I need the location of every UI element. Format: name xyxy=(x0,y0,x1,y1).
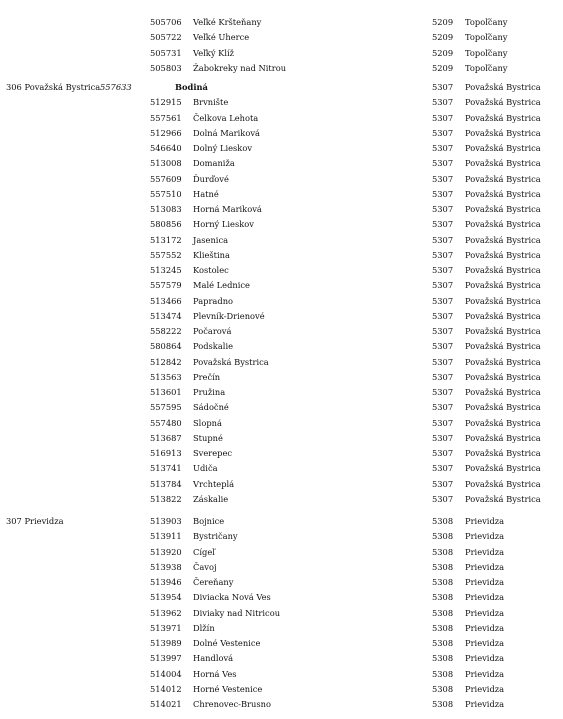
district-name: Prievidza xyxy=(465,699,505,709)
municipality-name: Veľké Kršteňany xyxy=(193,17,262,27)
district-code: 5307 xyxy=(432,280,454,291)
table-row xyxy=(0,371,563,386)
municipality-code: 505803 xyxy=(150,62,182,73)
district-code: 5209 xyxy=(432,17,454,27)
municipality-name: Malé Lednice xyxy=(193,280,250,291)
municipality-name: Záskalie xyxy=(193,493,229,504)
district-code: 5308 xyxy=(432,683,454,694)
municipality-name: Vrchteplá xyxy=(193,478,235,489)
table-row xyxy=(0,356,563,371)
district-name: Považská Bystrica xyxy=(465,463,541,474)
district-code: 5308 xyxy=(432,668,454,679)
district-code: 5307 xyxy=(432,371,454,382)
district-name: Považská Bystrica xyxy=(465,478,541,489)
district-code: 5307 xyxy=(432,326,454,336)
district-name: Prievidza xyxy=(465,622,505,633)
municipality-code: 513784 xyxy=(150,478,182,489)
municipality-code: 512966 xyxy=(150,127,182,138)
district-code: 5307 xyxy=(432,143,454,153)
district-code: 5307 xyxy=(432,97,454,108)
table-row xyxy=(0,447,563,462)
table-row xyxy=(0,576,563,591)
table-row xyxy=(0,62,563,77)
district-name: Považská Bystrica xyxy=(465,432,541,443)
table-row xyxy=(0,188,563,203)
district-header-row xyxy=(0,81,563,96)
table-row xyxy=(0,607,563,622)
district-name: Považská Bystrica xyxy=(465,82,541,92)
district-name: Považská Bystrica xyxy=(465,219,541,230)
district-code: 5308 xyxy=(432,653,454,664)
municipality-code: 505731 xyxy=(150,47,182,58)
district-code: 5307 xyxy=(432,493,454,504)
district-name: Považská Bystrica xyxy=(465,280,541,291)
municipality-code: 580864 xyxy=(150,341,182,352)
district-code: 5307 xyxy=(432,219,454,230)
municipality-code: 513971 xyxy=(150,622,182,633)
table-row xyxy=(0,157,563,172)
district-code: 5308 xyxy=(432,546,454,557)
table-row xyxy=(0,234,563,249)
table-row xyxy=(0,637,563,652)
table-row xyxy=(0,530,563,545)
table-row xyxy=(0,561,563,576)
district-code: 5307 xyxy=(432,341,454,352)
municipality-name: Veľké Uherce xyxy=(193,32,250,43)
municipality-name: Domaniža xyxy=(193,158,235,169)
municipality-code: 513172 xyxy=(150,234,182,245)
district-name: Považská Bystrica xyxy=(465,310,541,321)
district-name: Považská Bystrica xyxy=(465,143,541,153)
district-code: 5307 xyxy=(432,417,454,428)
table-row xyxy=(0,417,563,432)
table-row xyxy=(0,591,563,606)
district-name: Prievidza xyxy=(465,516,505,526)
municipality-name: Považská Bystrica xyxy=(193,356,269,367)
municipality-name: Ďurďové xyxy=(193,173,229,184)
municipality-code: 514012 xyxy=(150,683,182,694)
municipality-name: Handlová xyxy=(193,653,234,664)
table-row xyxy=(0,112,563,127)
municipality-code: 513903 xyxy=(150,516,182,526)
table-row xyxy=(0,96,563,111)
table-row xyxy=(0,279,563,294)
district-code: 5307 xyxy=(432,173,454,184)
municipality-code: 580856 xyxy=(150,219,182,230)
table-row xyxy=(0,478,563,493)
district-code: 5307 xyxy=(432,82,454,92)
district-code: 5307 xyxy=(432,448,454,458)
municipality-name: Chrenovec-Brusno xyxy=(193,699,271,709)
table-row xyxy=(0,493,563,508)
district-code: 5307 xyxy=(432,387,454,397)
municipality-code: 557595 xyxy=(150,402,182,413)
table-row xyxy=(0,546,563,561)
municipality-code: 513687 xyxy=(150,432,182,443)
table-row xyxy=(0,698,563,713)
municipality-name: Počarová xyxy=(193,326,232,336)
municipality-name: Plevník-Drienové xyxy=(193,310,265,321)
district-code: 5307 xyxy=(432,310,454,321)
municipality-code: 513989 xyxy=(150,638,182,648)
district-name: Topoľčany xyxy=(465,17,508,27)
municipality-code: 557579 xyxy=(150,280,182,291)
municipality-code: 513938 xyxy=(150,561,182,572)
municipality-code: 505706 xyxy=(150,17,182,27)
table-row xyxy=(0,652,563,667)
municipality-name: Prečín xyxy=(193,371,221,382)
district-code: 5307 xyxy=(432,188,454,199)
municipality-code: 514021 xyxy=(150,699,182,709)
district-name: Prievidza xyxy=(465,561,505,572)
district-name: Prievidza xyxy=(465,531,505,542)
table-row xyxy=(0,47,563,62)
municipality-name: Horná Mariková xyxy=(193,204,262,214)
district-code: 5308 xyxy=(432,531,454,542)
municipality-name: Hatné xyxy=(193,188,219,199)
municipality-name: Horná Ves xyxy=(193,668,237,679)
district-code: 5308 xyxy=(432,607,454,618)
municipality-name: Horné Vestenice xyxy=(193,683,263,694)
district-name: Prievidza xyxy=(465,577,505,587)
district-code: 5209 xyxy=(432,32,454,43)
district-code: 5307 xyxy=(432,112,454,123)
municipality-name: Klieština xyxy=(193,249,230,260)
district-name: Považská Bystrica xyxy=(465,249,541,260)
district-name: Topoľčany xyxy=(465,32,508,43)
municipality-code: 513474 xyxy=(150,310,182,321)
municipality-code: 557609 xyxy=(150,173,182,184)
district-code: 5308 xyxy=(432,592,454,603)
district-code: 5308 xyxy=(432,622,454,633)
municipality-code: 546640 xyxy=(150,143,182,153)
municipality-code: 557633 xyxy=(100,82,132,92)
municipality-name: Slopná xyxy=(193,417,222,428)
municipality-name: Brvnište xyxy=(193,97,229,108)
table-row xyxy=(0,295,563,310)
municipality-name: Dolná Mariková xyxy=(193,127,260,138)
district-code: 5209 xyxy=(432,47,454,58)
district-label: 306 Považská Bystrica xyxy=(6,82,101,92)
district-name: Prievidza xyxy=(465,683,505,694)
municipality-code: 513083 xyxy=(150,204,182,214)
district-name: Považská Bystrica xyxy=(465,371,541,382)
table-row xyxy=(0,515,563,530)
municipality-name: Kostolec xyxy=(193,265,229,275)
table-row xyxy=(0,310,563,325)
district-name: Považská Bystrica xyxy=(465,295,541,306)
district-code: 5308 xyxy=(432,516,454,526)
municipality-name: Bodiná xyxy=(175,82,208,92)
district-code: 5307 xyxy=(432,402,454,413)
district-name: Považská Bystrica xyxy=(465,112,541,123)
district-name: Považská Bystrica xyxy=(465,402,541,413)
municipality-code: 513911 xyxy=(150,531,182,542)
table-row xyxy=(0,668,563,683)
municipality-code: 513822 xyxy=(150,493,182,504)
table-row xyxy=(0,401,563,416)
district-name: Považská Bystrica xyxy=(465,127,541,138)
municipality-code: 513962 xyxy=(150,607,182,618)
district-label: 307 Prievidza xyxy=(6,516,64,526)
municipality-code: 557561 xyxy=(150,112,182,123)
municipality-code: 505722 xyxy=(150,32,182,43)
municipality-code: 513946 xyxy=(150,577,182,587)
district-name: Považská Bystrica xyxy=(465,387,541,397)
district-name: Prievidza xyxy=(465,546,505,557)
district-name: Považská Bystrica xyxy=(465,188,541,199)
district-name: Prievidza xyxy=(465,592,505,603)
municipality-name: Cígeľ xyxy=(193,546,215,557)
district-code: 5307 xyxy=(432,432,454,443)
municipality-code: 513954 xyxy=(150,592,182,603)
district-name: Považská Bystrica xyxy=(465,356,541,367)
district-name: Prievidza xyxy=(465,668,505,679)
municipality-name: Čelkova Lehota xyxy=(193,112,259,123)
municipality-name: Pružina xyxy=(193,387,226,397)
municipality-name: Sádočné xyxy=(193,402,229,413)
municipality-name: Dolný Lieskov xyxy=(193,143,253,153)
municipality-code: 516913 xyxy=(150,448,182,458)
municipality-code: 513245 xyxy=(150,265,182,275)
municipality-code: 514004 xyxy=(150,668,182,679)
district-code: 5307 xyxy=(432,478,454,489)
district-name: Považská Bystrica xyxy=(465,158,541,169)
municipality-code: 512915 xyxy=(150,97,182,108)
district-name: Považská Bystrica xyxy=(465,417,541,428)
municipality-code: 557480 xyxy=(150,417,182,428)
district-code: 5307 xyxy=(432,249,454,260)
district-code: 5307 xyxy=(432,295,454,306)
district-code: 5307 xyxy=(432,265,454,275)
table-row xyxy=(0,16,563,31)
municipality-name: Horný Lieskov xyxy=(193,219,254,230)
municipality-code: 557552 xyxy=(150,249,182,260)
municipality-name: Sverepec xyxy=(193,448,233,458)
municipality-name: Veľký Klíž xyxy=(193,47,235,58)
municipality-name: Dlžín xyxy=(193,622,215,633)
municipality-name: Bojnice xyxy=(193,516,225,526)
municipality-name: Stupné xyxy=(193,432,223,443)
municipality-name: Papradno xyxy=(193,295,234,306)
district-code: 5308 xyxy=(432,699,454,709)
district-code: 5209 xyxy=(432,62,454,73)
municipality-name: Žabokreky nad Nitrou xyxy=(193,62,287,73)
table-row xyxy=(0,432,563,447)
table-row xyxy=(0,31,563,46)
district-name: Topoľčany xyxy=(465,62,508,73)
table-row xyxy=(0,264,563,279)
table-row xyxy=(0,142,563,157)
district-name: Prievidza xyxy=(465,607,505,618)
municipality-name: Bystričany xyxy=(193,531,238,542)
district-code: 5307 xyxy=(432,463,454,474)
municipality-name: Dolné Vestenice xyxy=(193,638,261,648)
table-row xyxy=(0,203,563,218)
district-name: Topoľčany xyxy=(465,47,508,58)
table-row xyxy=(0,683,563,698)
table-row xyxy=(0,622,563,637)
table-row xyxy=(0,462,563,477)
municipality-code: 513008 xyxy=(150,158,182,169)
district-code: 5307 xyxy=(432,204,454,214)
table-row xyxy=(0,249,563,264)
district-name: Považská Bystrica xyxy=(465,448,541,458)
municipality-name: Diviaky nad Nitricou xyxy=(193,607,281,618)
municipality-name: Podskalie xyxy=(193,341,234,352)
municipality-name: Udiča xyxy=(193,463,218,474)
district-name: Považská Bystrica xyxy=(465,493,541,504)
district-name: Považská Bystrica xyxy=(465,326,541,336)
table-row xyxy=(0,386,563,401)
municipality-code: 513920 xyxy=(150,546,182,557)
district-name: Považská Bystrica xyxy=(465,234,541,245)
district-name: Považská Bystrica xyxy=(465,97,541,108)
district-code: 5307 xyxy=(432,356,454,367)
district-name: Považská Bystrica xyxy=(465,204,541,214)
district-name: Prievidza xyxy=(465,638,505,648)
municipality-name: Diviacka Nová Ves xyxy=(193,592,271,603)
district-name: Považská Bystrica xyxy=(465,173,541,184)
municipality-code: 513466 xyxy=(150,295,182,306)
district-name: Považská Bystrica xyxy=(465,341,541,352)
district-code: 5307 xyxy=(432,234,454,245)
district-name: Považská Bystrica xyxy=(465,265,541,275)
municipality-code: 513741 xyxy=(150,463,182,474)
table-row xyxy=(0,127,563,142)
municipality-code: 512842 xyxy=(150,356,182,367)
municipality-code: 558222 xyxy=(150,326,182,336)
municipality-name: Čereňany xyxy=(193,577,234,587)
municipality-code: 557510 xyxy=(150,188,182,199)
district-code: 5308 xyxy=(432,577,454,587)
table-row xyxy=(0,173,563,188)
district-name: Prievidza xyxy=(465,653,505,664)
municipality-code: 513563 xyxy=(150,371,182,382)
table-row xyxy=(0,218,563,233)
table-row xyxy=(0,325,563,340)
table-row xyxy=(0,340,563,355)
municipality-code: 513601 xyxy=(150,387,182,397)
municipality-name: Čavoj xyxy=(193,561,217,572)
municipality-name: Jasenica xyxy=(193,234,229,245)
municipality-code: 513997 xyxy=(150,653,182,664)
district-code: 5307 xyxy=(432,158,454,169)
district-code: 5308 xyxy=(432,638,454,648)
district-code: 5307 xyxy=(432,127,454,138)
district-code: 5308 xyxy=(432,561,454,572)
